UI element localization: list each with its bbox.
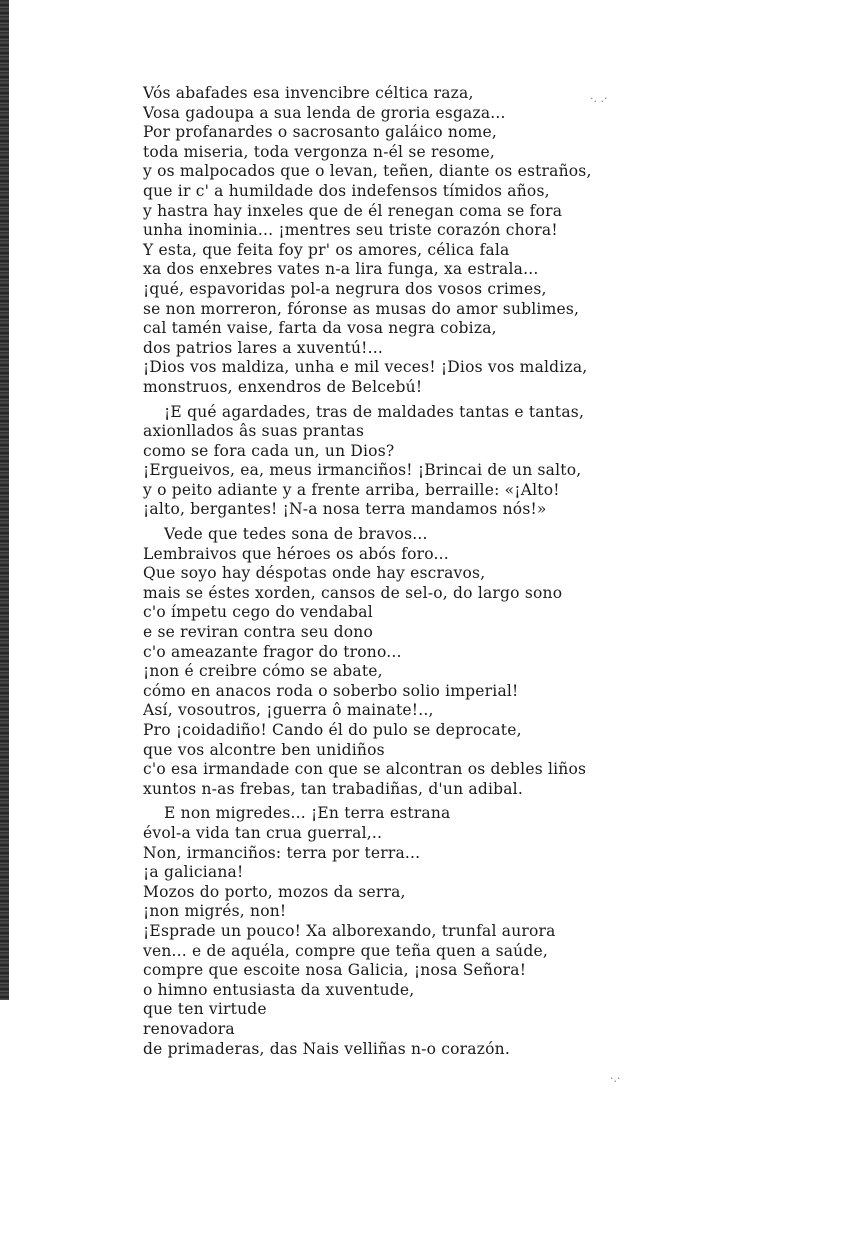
poem-line: Lembraivos que héroes os abós foro...: [143, 544, 449, 563]
poem-line: Vosa gadoupa a sua lenda de groria esgaza...: [143, 103, 506, 122]
binding-edge: [0, 0, 9, 1000]
poem-line: axionllados âs suas prantas: [143, 422, 365, 441]
poem-line: ¡Esprade un pouco! Xa alborexando, trunfal aurora: [143, 921, 556, 940]
poem-line: Non, irmanciños: terra por terra...: [143, 843, 421, 862]
poem-line: y hastra hay inxeles que de él renegan coma se fora: [143, 201, 563, 220]
poem-line: que ten virtude: [143, 1000, 267, 1019]
poem-line: évol-a vida tan crua guerral,..: [143, 823, 383, 842]
poem-line: o himno entusiasta da xuventude,: [143, 980, 415, 999]
poem-body: [143, 84, 843, 1059]
poem-line: xa dos enxebres vates n-a lira funga, xa estrala...: [143, 260, 539, 279]
poem-line: que vos alcontre ben unidiños: [143, 740, 385, 759]
poem-line: unha inominia... ¡mentres seu triste corazón chora!: [143, 221, 558, 240]
poem-line: E non migredes... ¡En terra estrana: [164, 804, 451, 823]
poem-line: ¡Dios vos maldiza, unha e mil veces! ¡Dios vos maldiza,: [143, 358, 588, 377]
poem-line: ¡a galiciana!: [143, 863, 244, 882]
poem-line: toda miseria, toda vergonza n-él se resome,: [143, 142, 496, 161]
poem-line: ¡non é creibre cómo se abate,: [143, 662, 383, 681]
poem-line: y os malpocados que o levan, teñen, diante os estraños,: [143, 162, 592, 181]
poem-line: ¡Ergueivos, ea, meus irmanciños! ¡Brincai de un salto,: [143, 461, 582, 480]
stanza: [143, 84, 843, 398]
poem-line: ¡E qué agardades, tras de maldades tantas e tantas,: [164, 402, 585, 421]
poem-line: Que soyo hay déspotas onde hay escravos,: [143, 564, 486, 583]
poem-line: dos patrios lares a xuventú!...: [143, 338, 383, 357]
poem-line: c'o esa irmandade con que se alcontran os debles liños: [143, 760, 587, 779]
poem-line: se non morreron, fóronse as musas do amor sublimes,: [143, 299, 580, 318]
poem-line: mais se éstes xorden, cansos de sel-o, do largo sono: [143, 583, 563, 602]
poem-line: monstruos, enxendros de Belcebú!: [143, 377, 423, 396]
stanza: [143, 403, 843, 521]
poem-line: e se reviran contra seu dono: [143, 623, 374, 642]
poem-line: Vós abafades esa invencibre céltica raza,: [143, 84, 474, 102]
poem-line: c'o ameazante fragor do trono...: [143, 642, 402, 661]
poem-line: de primaderas, das Nais velliñas n-o corazón.: [143, 1039, 510, 1058]
poem-line: ¡qué, espavoridas pol-a negrura dos vosos crimes,: [143, 279, 547, 298]
poem-line: como se fora cada un, un Dios?: [143, 441, 395, 460]
poem-line: cal tamén vaise, farta da vosa negra cobiza,: [143, 319, 497, 338]
poem-line: Mozos do porto, mozos da serra,: [143, 882, 406, 901]
poem-line: Vede que tedes sona de bravos...: [164, 525, 428, 544]
poem-line: y o peito adiante y a frente arriba, berraille: «¡Alto!: [143, 480, 560, 499]
poem-line: que ir c' a humildade dos indefensos tímidos años,: [143, 181, 550, 200]
poem-line: Por profanardes o sacrosanto galáico nome,: [143, 123, 498, 142]
scan-noise: ·.·: [610, 1072, 621, 1085]
poem-line: Pro ¡coidadiño! Cando él do pulo se deprocate,: [143, 721, 522, 739]
poem-line: cómo en anacos roda o soberbo solio imperial!: [143, 681, 519, 700]
poem-line: ven... e de aquéla, compre que teña quen a saúde,: [143, 941, 548, 960]
poem-line: xuntos n-as frebas, tan trabadiñas, d'un adibal.: [143, 779, 523, 798]
poem-line: ¡non migrés, non!: [143, 902, 287, 921]
poem-line: Así, vosoutros, ¡guerra ô mainate!..,: [143, 701, 434, 720]
stanza: [143, 525, 843, 799]
poem-line: renovadora: [143, 1019, 235, 1038]
stanza: [143, 804, 843, 1059]
poem-line: compre que escoite nosa Galicia, ¡nosa Señora!: [143, 961, 527, 980]
poem-line: c'o ímpetu cego do vendabal: [143, 603, 373, 622]
scan-noise: ·. .·: [590, 92, 608, 105]
poem-line: ¡alto, bergantes! ¡N-a nosa terra mandamos nós!»: [143, 500, 547, 519]
poem-line: Y esta, que feita foy pr' os amores, célica fala: [143, 240, 510, 259]
